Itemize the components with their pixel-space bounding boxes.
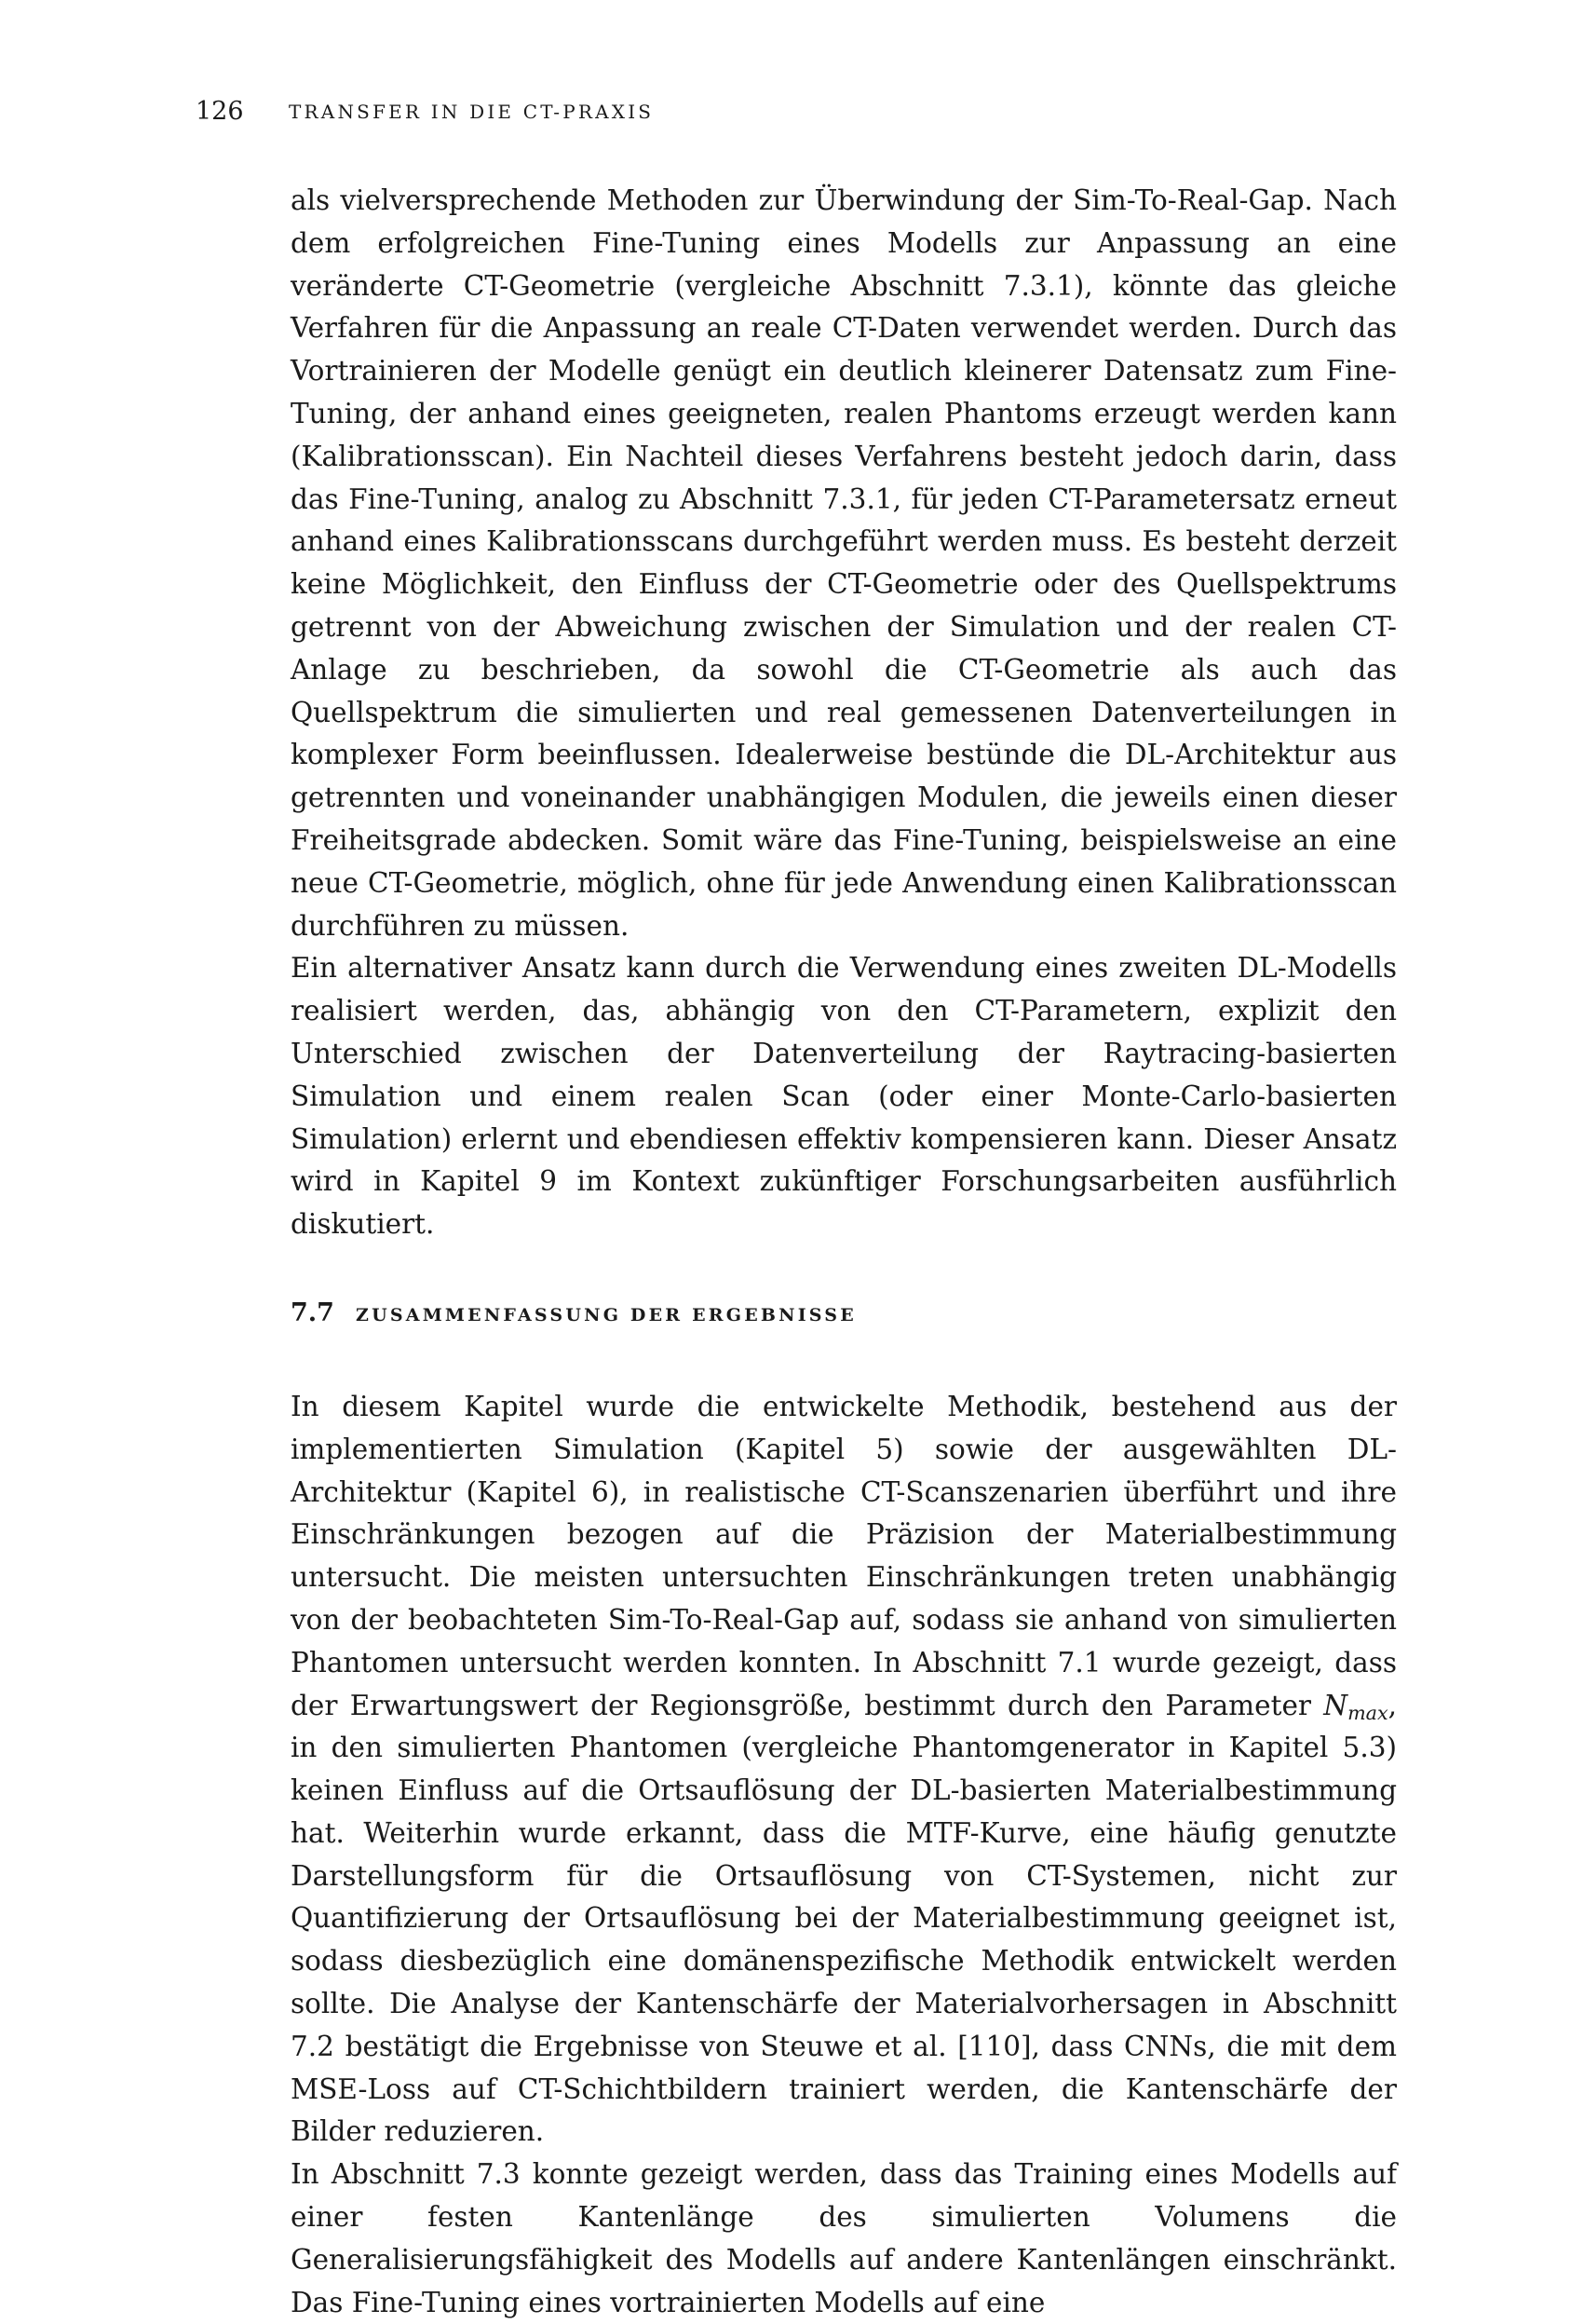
math-symbol-n: N — [1323, 1689, 1348, 1721]
section-title: ZUSAMMENFASSUNG DER ERGEBNISSE — [356, 1304, 857, 1325]
paragraph-alternative-approach: Ein alternativer Ansatz kann durch die Verwendung eines zweiten DL-Modells realisiert werden, das, abhängig von den CT-Parametern, explizit den Unterschied zwischen der Datenverteilung der Raytracing-basierten Simulation und einem realen Scan (oder einer Monte-Carlo-basierten Simulation) erlernt und ebendiesen effektiv kompensieren kann. Dieser Ansatz wird in Kapitel 9 im Kontext zukünftiger Forschungsarbeiten ausführlich diskutiert. — [291, 952, 1397, 1241]
section-heading — [291, 1295, 1397, 1334]
page-number: 126 — [196, 97, 244, 126]
paragraph-summary-1 — [291, 1386, 1397, 2154]
running-title: TRANSFER IN DIE CT-PRAXIS — [289, 101, 655, 123]
body-text — [291, 180, 1397, 2324]
math-subscript-max: max — [1347, 1701, 1388, 1724]
section-number: 7.7 — [291, 1298, 334, 1327]
page-header — [196, 93, 1397, 130]
paragraph-sim-to-real: als vielversprechende Methoden zur Überwindung der Sim-To-Real-Gap. Nach dem erfolgreichen Fine-Tuning eines Modells zur Anpassung an eine veränderte CT-Geometrie (vergleiche Abschnitt 7.3.1), könnte das gleiche Verfahren für die Anpassung an reale CT-Daten verwendet werden. Durch das Vortrainieren der Modelle genügt ein deutlich kleinerer Datensatz zum Fine-Tuning, der anhand eines geeigneten, realen Phantoms erzeugt werden kann (Kalibrationsscan). Ein Nachteil dieses Verfahrens besteht jedoch darin, dass das Fine-Tuning, analog zu Abschnitt 7.3.1, für jeden CT-Parametersatz erneut anhand eines Kalibrationsscans durchgeführt werden muss. Es besteht derzeit keine Möglichkeit, den Einfluss der CT-Geometrie oder des Quellspektrums getrennt von der Abweichung zwischen der Simulation und der realen CT-Anlage zu beschrieben, da sowohl die CT-Geometrie als auch das Quellspektrum die simulierten und real gemessenen Datenverteilungen in komplexer Form beeinflussen. Idealerweise bestünde die DL-Architektur aus getrennten und voneinander unabhängigen Modulen, die jeweils einen dieser Freiheitsgrade abdecken. Somit wäre das Fine-Tuning, beispielsweise an eine neue CT-Geometrie, möglich, ohne für jede Anwendung einen Kalibrationsscan durchführen zu müssen. — [291, 184, 1397, 942]
summary-text-part-2: , in den simulierten Phantomen (vergleiche Phantomgenerator in Kapitel 5.3) keinen Einfluss auf die Ortsauflösung der DL-basierten Materialbestimmung hat. Weiterhin wurde erkannt, dass die MTF-Kurve, eine häufig genutzte Darstellungsform für die Ortsauflösung von CT-Systemen, nicht zur Quantifizierung der Ortsauflösung bei der Materialbestimmung geeignet ist, sodass diesbezüglich eine domänenspezifische Methodik entwickelt werden sollte. Die Analyse der Kantenschärfe der Materialvorhersagen in Abschnitt 7.2 bestätigt die Ergebnisse von Steuwe et al. [110], dass CNNs, die mit dem MSE-Loss auf CT-Schichtbildern trainiert werden, die Kantenschärfe der Bilder reduzieren. — [291, 1689, 1397, 2148]
paragraph-summary-2: In Abschnitt 7.3 konnte gezeigt werden, dass das Training eines Modells auf einer festen Kantenlänge des simulierten Volumens die Generalisierungsfähigkeit des Modells auf andere Kantenlängen einschränkt. Das Fine-Tuning eines vortrainierten Modells auf eine — [291, 2158, 1397, 2318]
summary-text-part-1: In diesem Kapitel wurde die entwickelte Methodik, bestehend aus der implementierten Simulation (Kapitel 5) sowie der ausgewählten DL-Architektur (Kapitel 6), in realistische CT-Scanszenarien überführt und ihre Einschränkungen bezogen auf die Präzision der Materialbestimmung untersucht. Die meisten untersuchten Einschränkungen treten unabhängig von der beobachteten Sim-To-Real-Gap auf, sodass sie anhand von simulierten Phantomen untersucht werden konnten. In Abschnitt 7.1 wurde gezeigt, dass der Erwartungswert der Regionsgröße, bestimmt durch den Parameter — [291, 1390, 1397, 1721]
